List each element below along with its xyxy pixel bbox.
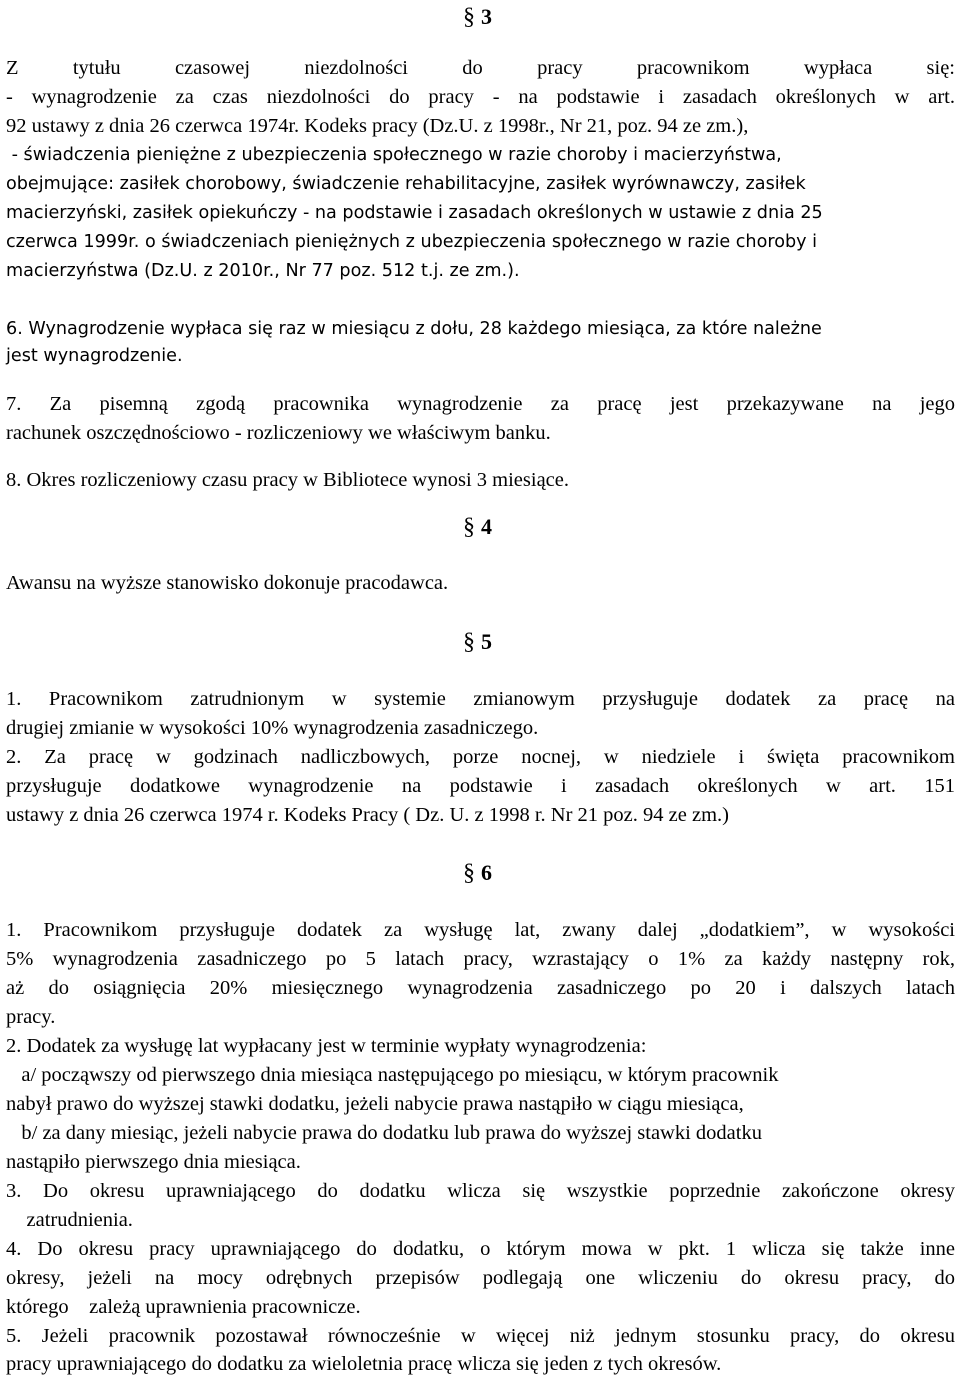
paragraph-line: 7. Za pisemną zgodą pracownika wynagrodzenie za pracę jest przekazywane na jego bbox=[6, 393, 955, 415]
paragraph-line: b/ za dany miesiąc, jeżeli nabycie prawa do dodatku lub prawa do wyższej stawki dodatku bbox=[6, 1122, 762, 1144]
paragraph-line: nabył prawo do wyższej stawki dodatku, jeżeli nabycie prawa nastąpiło w ciągu miesiąca, bbox=[6, 1093, 744, 1115]
paragraph-line: nastąpiło pierwszego dnia miesiąca. bbox=[6, 1151, 301, 1173]
paragraph-line: Awansu na wyższe stanowisko dokonuje pracodawca. bbox=[6, 572, 449, 594]
paragraph-line: 3. Do okresu uprawniającego do dodatku wlicza się wszystkie poprzednie zakończone okresy bbox=[6, 1180, 955, 1202]
paragraph-line: jest wynagrodzenie. bbox=[6, 346, 183, 366]
paragraph-line: 8. Okres rozliczeniowy czasu pracy w Bibliotece wynosi 3 miesiące. bbox=[6, 469, 569, 491]
paragraph-line: 2. Za pracę w godzinach nadliczbowych, porze nocnej, w niedziele i święta pracownikom bbox=[6, 746, 955, 768]
paragraph-line: - świadczenia pieniężne z ubezpieczenia społecznego w razie choroby i macierzyństwa, bbox=[6, 145, 782, 165]
section-heading-6: § 6 bbox=[463, 860, 492, 886]
paragraph-line: czerwca 1999r. o świadczeniach pieniężnych z ubezpieczenia społecznego w razie choroby i bbox=[6, 232, 818, 252]
paragraph-line: Z tytułu czasowej niezdolności do pracy pracownikom wypłaca się: bbox=[6, 57, 955, 79]
paragraph-line: 5. Jeżeli pracownik pozostawał równocześnie w więcej niż jednym stosunku pracy, do okresu bbox=[6, 1325, 955, 1347]
section-heading-4: § 4 bbox=[463, 514, 492, 540]
paragraph-line: pracy uprawniającego do dodatku za wieloletnia pracę wlicza się jeden z tych okresów. bbox=[6, 1353, 722, 1375]
paragraph-line: 6. Wynagrodzenie wypłaca się raz w miesiącu z dołu, 28 każdego miesiąca, za które należne bbox=[6, 319, 822, 339]
paragraph-line: 92 ustawy z dnia 26 czerwca 1974r. Kodeks pracy (Dz.U. z 1998r., Nr 21, poz. 94 ze zm.), bbox=[6, 115, 749, 137]
section-heading-3: § 3 bbox=[463, 4, 492, 30]
paragraph-line: 5% wynagrodzenia zasadniczego po 5 latach pracy, wzrastający o 1% za każdy następny rok, bbox=[6, 948, 955, 970]
paragraph-line: okresy, jeżeli na mocy odrębnych przepisów podlegają one wliczeniu do okresu pracy, do bbox=[6, 1267, 955, 1289]
paragraph-line: którego zależą uprawnienia pracownicze. bbox=[6, 1296, 361, 1318]
paragraph-line: 2. Dodatek za wysługę lat wypłacany jest w terminie wypłaty wynagrodzenia: bbox=[6, 1035, 647, 1057]
paragraph-line: 1. Pracownikom zatrudnionym w systemie zmianowym przysługuje dodatek za pracę na bbox=[6, 688, 955, 710]
paragraph-line: - wynagrodzenie za czas niezdolności do pracy - na podstawie i zasadach określonych w art. bbox=[6, 86, 955, 108]
paragraph-line: drugiej zmianie w wysokości 10% wynagrodzenia zasadniczego. bbox=[6, 717, 539, 739]
paragraph-line: pracy. bbox=[6, 1006, 56, 1028]
paragraph-line: ustawy z dnia 26 czerwca 1974 r. Kodeks Pracy ( Dz. U. z 1998 r. Nr 21 poz. 94 ze zm.) bbox=[6, 804, 729, 826]
paragraph-line: 1. Pracownikom przysługuje dodatek za wysługę lat, zwany dalej „dodatkiem”, w wysokości bbox=[6, 919, 955, 941]
paragraph-line: zatrudnienia. bbox=[6, 1209, 133, 1231]
paragraph-line: rachunek oszczędnościowo - rozliczeniowy we właściwym banku. bbox=[6, 422, 551, 444]
paragraph-line: macierzyński, zasiłek opiekuńczy - na podstawie i zasadach określonych w ustawie z dnia 25 bbox=[6, 203, 823, 223]
paragraph-line: obejmujące: zasiłek chorobowy, świadczenie rehabilitacyjne, zasiłek wyrównawczy, zasiłek bbox=[6, 174, 806, 194]
paragraph-line: przysługuje dodatkowe wynagrodzenie na podstawie i zasadach określonych w art. 151 bbox=[6, 775, 955, 797]
paragraph-line: aż do osiągnięcia 20% miesięcznego wynagrodzenia zasadniczego po 20 i dalszych latach bbox=[6, 977, 955, 999]
paragraph-line: a/ począwszy od pierwszego dnia miesiąca następującego po miesiącu, w którym pracownik bbox=[6, 1064, 779, 1086]
paragraph-line: 4. Do okresu pracy uprawniającego do dodatku, o którym mowa w pkt. 1 wlicza się także inne bbox=[6, 1238, 955, 1260]
paragraph-line: macierzyństwa (Dz.U. z 2010r., Nr 77 poz. 512 t.j. ze zm.). bbox=[6, 261, 520, 281]
section-heading-5: § 5 bbox=[463, 629, 492, 655]
